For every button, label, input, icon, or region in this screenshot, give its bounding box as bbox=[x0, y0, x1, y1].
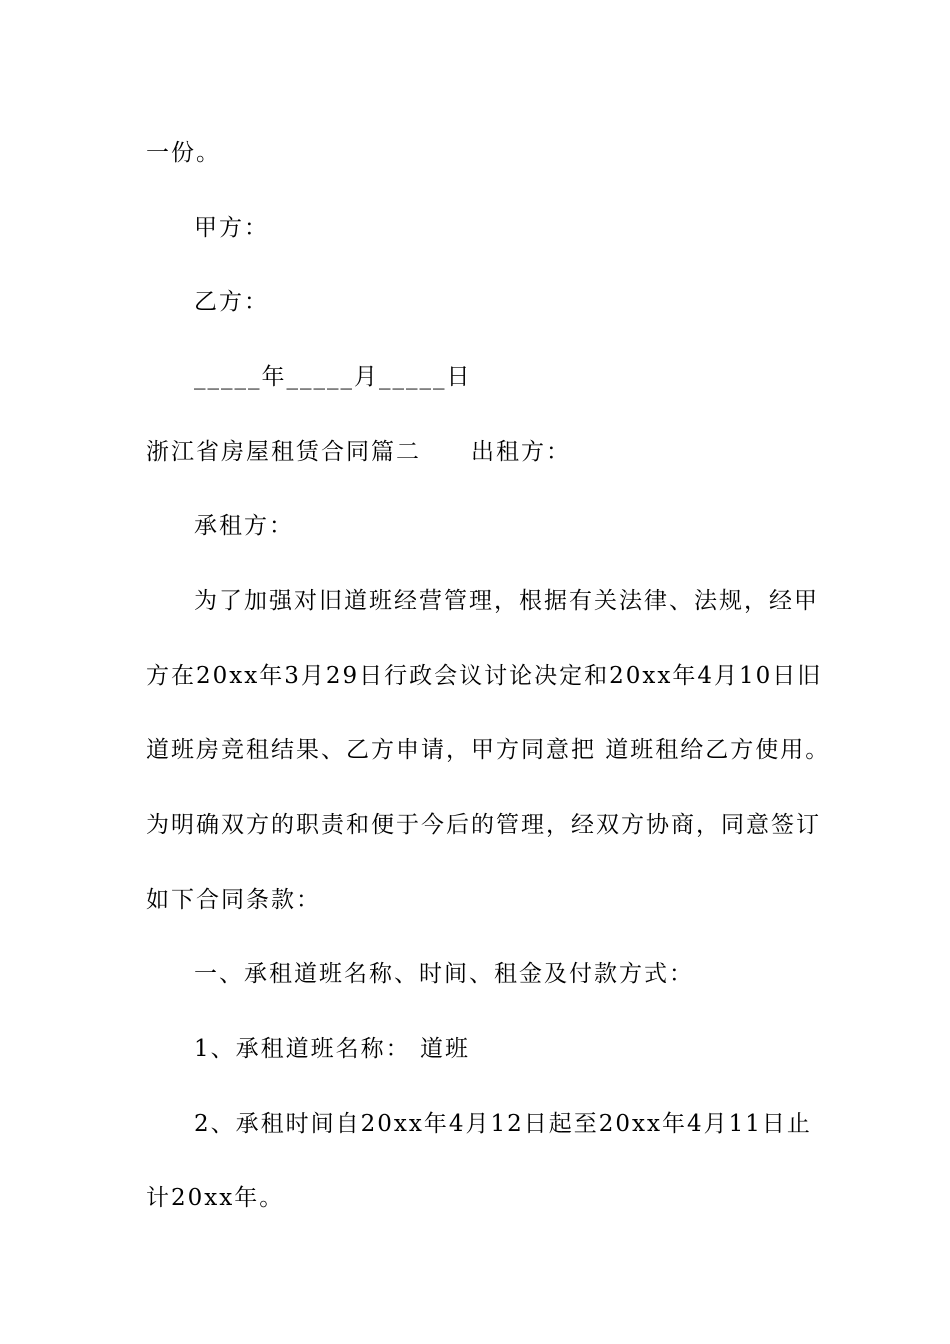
party-a-label: 甲方： bbox=[194, 215, 269, 241]
paragraph-line: 为明确双方的职责和便于今后的管理，经双方协商，同意签订 bbox=[146, 812, 821, 838]
clause-heading: 一、承租道班名称、时间、租金及付款方式： bbox=[194, 961, 694, 987]
paragraph-line: 为了加强对旧道班经营管理，根据有关法律、法规，经甲 bbox=[194, 588, 819, 614]
date-blank-line: _____年_____月_____日 bbox=[194, 364, 472, 390]
text-line: 一份。 bbox=[146, 140, 221, 166]
lessor-label: 出租方： bbox=[471, 439, 571, 465]
clause-item: 2、承租时间自20xx年4月12日起至20xx年4月11日止 bbox=[194, 1111, 812, 1137]
party-b-label: 乙方： bbox=[194, 289, 269, 315]
clause-item: 1、承租道班名称： 道班 bbox=[194, 1036, 470, 1062]
section-heading-line bbox=[0, 437, 950, 467]
paragraph-line: 方在20xx年3月29日行政会议讨论决定和20xx年4月10日旧 bbox=[146, 663, 823, 689]
contract-title: 浙江省房屋租赁合同篇二 bbox=[146, 439, 421, 465]
clause-item-continuation: 计20xx年。 bbox=[146, 1185, 285, 1211]
lessee-label: 承租方： bbox=[194, 513, 294, 539]
paragraph-line: 道班房竞租结果、乙方申请，甲方同意把 道班租给乙方使用。 bbox=[146, 737, 831, 763]
paragraph-line: 如下合同条款： bbox=[146, 887, 321, 913]
